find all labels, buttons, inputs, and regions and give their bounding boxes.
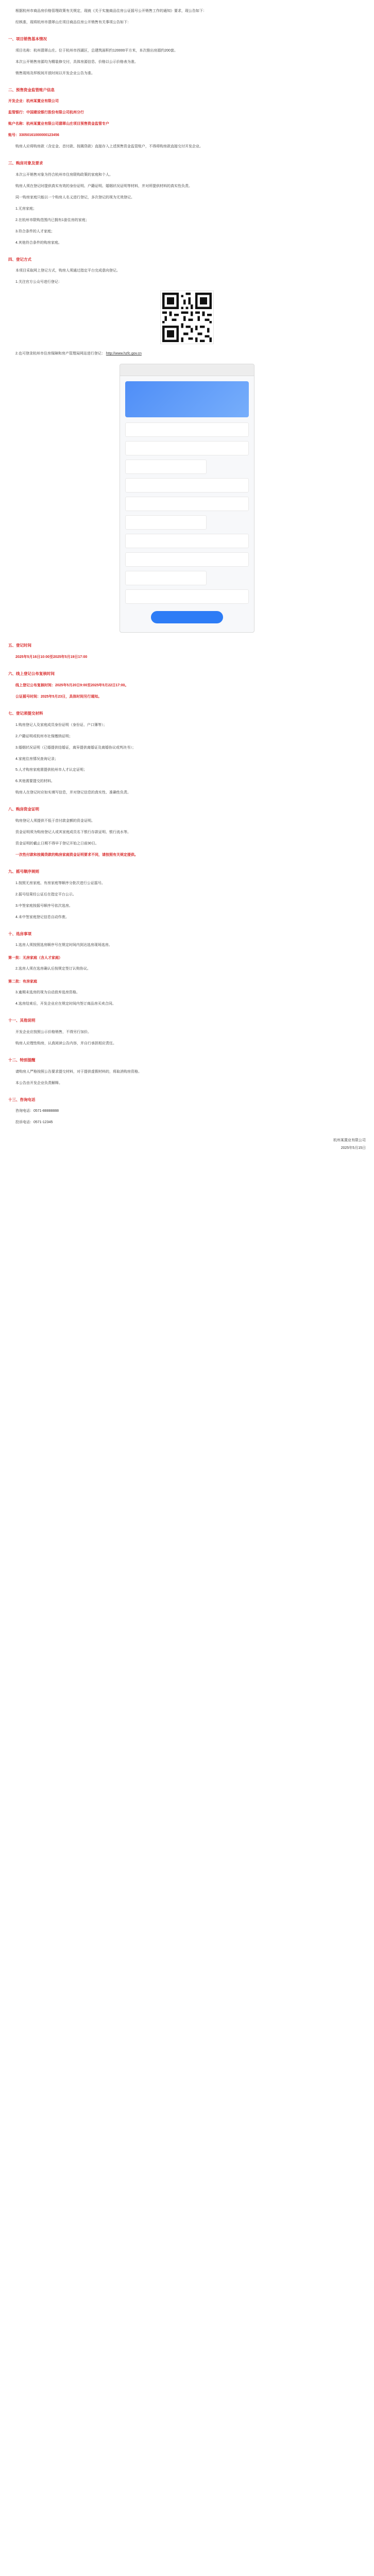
supervising-bank: 监管银行：中国建设银行股份有限公司杭州分行 [8, 111, 84, 115]
section9-paragraph: 1.按照无房家庭、有房家庭等顺序分批次进行公证摇号。 [15, 881, 105, 885]
section7-note: 购房人在登记时应如实填写信息，并对登记信息的真实性、准确性负责。 [15, 791, 131, 795]
screenshot-banner [125, 381, 249, 417]
batch-2-title: 第二批：有房家庭 [8, 980, 37, 984]
section-title-2: 二、预售资金监管账户信息 [8, 87, 55, 92]
material-item: 2.户籍证明或杭州市社保缴纳证明； [15, 734, 73, 738]
section3-paragraph-3: 同一购房家庭只能以一个购房人名义进行登记，多次登记的视为无效登记。 [15, 195, 134, 199]
section1-paragraph-1: 项目名称：杭州翡翠山庄。位于杭州市西湖区，总建筑面积约120000平方米，本次推出房源约200套。 [15, 48, 178, 53]
signature-block [8, 1138, 366, 1152]
section1-paragraph-2: 本次公开销售房源均为精装修交付，具体房源信息、价格以公示价格表为准。 [15, 60, 138, 64]
screenshot-form-row [125, 441, 249, 455]
section8-highlight: 一次性付款和按揭贷款的购房家庭资金证明要求不同，请按照有关规定提供。 [15, 853, 138, 857]
section8-paragraph: 资金证明的截止日期不得早于登记开始之日前30日。 [15, 842, 99, 845]
section11-paragraph: 购房人应理性购房，认真阅读公告内容，并自行承担相应责任。 [15, 1041, 116, 1045]
section-title-4: 四、登记方式 [8, 257, 31, 262]
section9-paragraph: 2.摇号结果经公证后在指定平台公示。 [15, 892, 76, 896]
section-title-8: 八、购房资金证明 [8, 807, 39, 812]
section8-paragraph: 购房登记人须提供不低于首付款金额的资金证明。 [15, 819, 95, 823]
section3-list-item: 1.无房家庭； [15, 207, 37, 211]
announcement-page [0, 0, 374, 1165]
screenshot-form-row [125, 422, 249, 437]
section10-paragraph: 2.选房人须在选房确认后按规定签订认购协议。 [15, 967, 91, 971]
section-title-3: 三、购房对象及要求 [8, 161, 43, 166]
material-item: 5.人才购房家庭需提供杭州市人才认定证明； [15, 768, 87, 772]
section-title-5: 五、登记时间 [8, 643, 31, 648]
screenshot-submit-button [151, 611, 223, 623]
qr-code-icon[interactable] [161, 291, 213, 344]
material-item: 3.婚姻状况证明（已婚提供结婚证，离异提供离婚证及离婚协议或判决书）； [15, 745, 136, 750]
section11-paragraph: 开发企业应按照公示价格销售，不得另行加价。 [15, 1030, 91, 1034]
developer-name: 开发企业：杭州某置业有限公司 [8, 99, 59, 104]
batch-1-title: 第一批：无房家庭（含人才家庭） [8, 956, 62, 960]
section9-paragraph: 3.中签家庭按摇号顺序号依次选房。 [15, 904, 73, 908]
section4-paragraph-2: 1.关注官方公众号进行登记： [15, 280, 62, 284]
consult-phone: 咨询电话：0571-88888888 [15, 1109, 59, 1113]
screenshot-form-row [125, 497, 249, 511]
section10-paragraph: 3.逾期未选房的视为自动放弃选房资格。 [15, 991, 80, 995]
screenshot-form-row [125, 552, 249, 567]
issuer-company: 杭州某置业有限公司 [333, 1139, 366, 1143]
section9-paragraph: 4.未中签家庭登记信息自动作废。 [15, 915, 69, 919]
screenshot-form-row [125, 515, 207, 530]
section12-paragraph: 请购房人严格按照公告要求提交材料，对于提供虚假材料的，将取消购房资格。 [15, 1070, 142, 1074]
screenshot-form-row [125, 534, 249, 548]
section3-paragraph-1: 本次公开销售对象为符合杭州市住房限购政策的家庭和个人。 [15, 173, 113, 177]
section-title-13: 十三、咨询电话 [8, 1097, 36, 1102]
section-title-12: 十二、特别提醒 [8, 1057, 36, 1062]
screenshot-form-row [125, 460, 207, 474]
section-title-10: 十、选房事项 [8, 931, 31, 936]
section1-paragraph-3: 销售现场及样板间开放时间以开发企业公告为准。 [15, 71, 95, 75]
review-time: 线上登记公布复核时间：2025年5月20日9:00至2025年5月22日17:00。 [15, 683, 129, 687]
material-item: 6.其他需要提交的材料。 [15, 779, 55, 784]
registration-page-screenshot [120, 364, 254, 633]
section3-list-item: 2.在杭州市限购范围内已拥有1套住房的家庭； [15, 218, 89, 222]
registration-website-link[interactable]: http://www.hzfc.gov.cn [106, 352, 142, 356]
screenshot-form-row [125, 589, 249, 604]
intro-paragraph-2: 经核准，现将杭州市翡翠山庄项目商品住房公开销售有关事项公告如下： [15, 20, 131, 24]
section3-list-item: 3.符合条件的人才家庭； [15, 229, 55, 233]
screenshot-top-bar [120, 364, 254, 376]
registration-time: 2025年5月16日10:00至2025年5月19日17:00 [15, 655, 88, 659]
lottery-time: 公证摇号时间：2025年5月23日，具体时间另行通知。 [15, 694, 102, 699]
intro-paragraph: 根据杭州市商品房价格管理政策有关规定，现就《关于实施商品住房公证摇号公开销售工作的通知》要求，现公告如下： [15, 9, 207, 13]
section-title-9: 九、摇号顺序规则 [8, 869, 39, 874]
account-name: 账户名称：杭州某置业有限公司翡翠山庄项目预售资金监管专户 [8, 122, 109, 126]
section-title-7: 七、登记须提交材料 [8, 710, 43, 716]
section4-paragraph-3-text: 2.也可登录杭州市住房保障和房产管理局网站进行登记： [15, 352, 105, 356]
qr-code-container [8, 291, 366, 344]
section4-paragraph-1: 本项目采取网上登记方式，购房人须通过指定平台完成意向登记。 [15, 269, 120, 273]
section8-paragraph: 资金证明须为购房登记人或其家庭成员名下银行存款证明、银行流水等。 [15, 831, 131, 835]
screenshot-form-row [125, 478, 249, 493]
screenshot-form-row [125, 571, 207, 585]
section-title-1: 一、项目销售基本情况 [8, 36, 47, 41]
section10-paragraph: 1.选房人须按照选房顺序号在规定时间内到达选房现场选房。 [15, 943, 112, 947]
complaint-phone: 投诉电话：0571-12345 [15, 1121, 53, 1125]
issue-date: 2025年5月15日 [341, 1146, 366, 1150]
section10-paragraph: 4.选房结束后，开发企业应在规定时间内签订商品房买卖合同。 [15, 1002, 116, 1006]
section3-paragraph-2: 购房人须在登记时提供真实有效的身份证明、户籍证明、婚姻状况证明等材料，并对所提供材料的真实性负责。 [15, 184, 192, 188]
section4-paragraph-3 [8, 351, 366, 358]
material-item: 1.购房登记人及家庭成员身份证明（身份证、户口簿等）； [15, 723, 107, 727]
section-title-11: 十一、其他说明 [8, 1018, 36, 1023]
account-number: 账号：33050161000000123456 [8, 133, 59, 138]
section-title-6: 六、线上登记公布复核时间 [8, 671, 55, 676]
section2-note: 购房人应将购房款（含定金、首付款、按揭贷款）直接存入上述预售资金监管账户，不得将购房款直接交付开发企业。 [15, 145, 203, 149]
material-item: 4.家庭住房情况查询记录； [15, 757, 58, 761]
section3-list-item: 4.其他符合条件的购房家庭。 [15, 241, 62, 245]
section12-paragraph: 本公告由开发企业负责解释。 [15, 1081, 62, 1085]
